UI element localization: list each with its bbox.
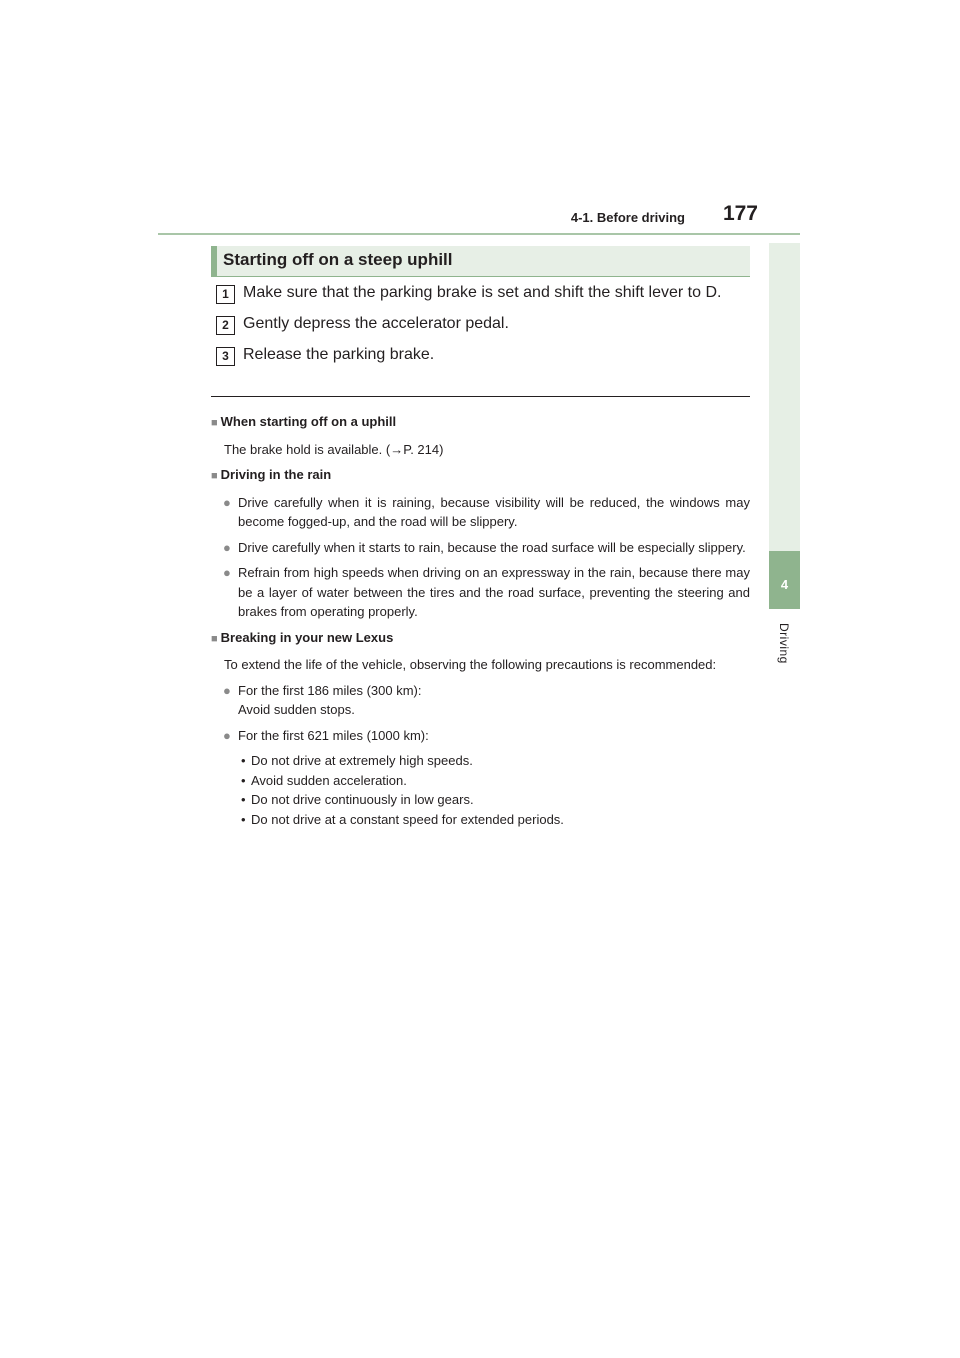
sub-item-text: Avoid sudden acceleration.	[251, 772, 407, 788]
list-item	[211, 563, 750, 622]
sub-list-item	[211, 810, 750, 830]
sub-list	[211, 751, 750, 829]
bullet-icon: ●	[223, 565, 231, 580]
step-text: Make sure that the parking brake is set and shift the shift lever to D.	[243, 284, 722, 301]
note-heading-uphill: ■ When starting off on a uphill	[211, 412, 750, 434]
bullet-icon: ●	[223, 682, 231, 698]
sub-list-item	[211, 751, 750, 771]
section-title-bar	[211, 246, 750, 277]
sub-item-text: Do not drive at extremely high speeds.	[251, 753, 473, 768]
section-title: Starting off on a steep uphill	[223, 250, 453, 269]
bullet-icon: ●	[223, 494, 231, 510]
sub-item-text: Do not drive at a constant speed for extended periods.	[251, 811, 564, 827]
note-heading-rain: ■ Driving in the rain	[211, 465, 750, 487]
header-section-title: 4-1. Before driving	[570, 210, 685, 225]
page-header	[158, 200, 800, 235]
section-divider	[211, 396, 750, 397]
step-text: Gently depress the accelerator pedal.	[243, 315, 509, 332]
bullet-icon: ●	[223, 727, 231, 743]
note-text-uphill: The brake hold is available. (→P. 214)	[224, 441, 444, 457]
list-item	[211, 538, 750, 558]
bullet-text: Drive carefully when it is raining, because visibility will be reduced, the windows may become fogged-up, and the road will be slippery.	[238, 494, 750, 529]
sub-list-item	[211, 790, 750, 810]
header-rule	[158, 233, 800, 235]
bullet-text: Refrain from high speeds when driving on an expressway in the rain, because there may be a layer of water between the tires and the road surface, preventing the steering and brakes from operating properly.	[238, 565, 750, 619]
note-heading-breaking: ■ Breaking in your new Lexus	[211, 628, 750, 650]
list-item	[211, 726, 750, 746]
step-text: Release the parking brake.	[243, 346, 435, 363]
step-number-badge: 1	[216, 285, 235, 304]
chapter-number: 4	[780, 577, 789, 592]
title-accent	[211, 246, 217, 276]
sub-list-item	[211, 771, 750, 791]
dot-icon: •	[241, 792, 246, 807]
side-tab-strip	[769, 243, 800, 551]
step-number-badge: 2	[216, 316, 235, 335]
dot-icon: •	[241, 753, 246, 768]
bullet-icon: ●	[223, 539, 231, 555]
dot-icon: •	[241, 811, 246, 827]
notes-section	[211, 406, 750, 829]
chapter-name: Driving	[777, 623, 791, 664]
bullet-text-line2: Avoid sudden stops.	[238, 702, 355, 717]
sub-item-text: Do not drive continuously in low gears.	[251, 792, 474, 807]
dot-icon: •	[241, 772, 246, 788]
bullet-text: For the first 621 miles (1000 km):	[238, 727, 429, 743]
bullet-text: Drive carefully when it starts to rain, because the road surface will be especially slippery.	[238, 539, 746, 555]
list-item	[211, 681, 750, 720]
step-number-badge: 3	[216, 347, 235, 366]
list-item	[211, 493, 750, 532]
page-number: 177	[722, 202, 758, 225]
chapter-side-tab	[769, 243, 800, 668]
note-text-breaking: To extend the life of the vehicle, observing the following precautions is recommended:	[224, 657, 717, 672]
bullet-text: For the first 186 miles (300 km):	[238, 682, 422, 698]
